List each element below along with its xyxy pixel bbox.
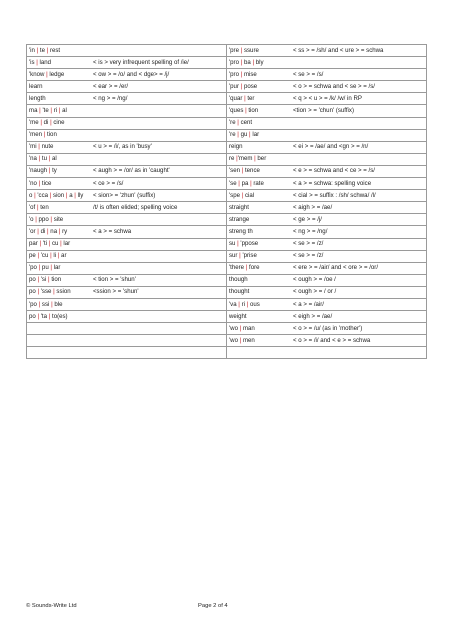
left-cell bbox=[27, 141, 227, 153]
word-syllables: 'po | ssi | ble bbox=[29, 300, 63, 308]
table-row bbox=[27, 93, 427, 105]
syllable-divider: | bbox=[246, 300, 249, 308]
syllable-divider: | bbox=[34, 191, 36, 199]
left-cell bbox=[27, 226, 227, 238]
word-syllables: par | 'ti | cu | lar bbox=[29, 240, 71, 248]
right-cell bbox=[227, 153, 427, 165]
spelling-note: < ear > = /er/ bbox=[93, 82, 129, 90]
syllable-divider: | bbox=[46, 70, 48, 78]
right-cell bbox=[227, 141, 427, 153]
spelling-note: < u > = /i/, as in 'busy' bbox=[93, 143, 152, 151]
table-row bbox=[27, 311, 427, 323]
left-cell bbox=[27, 178, 227, 190]
word-syllables: 'in | te | rest bbox=[29, 46, 61, 54]
left-cell bbox=[27, 286, 227, 298]
syllable-divider: | bbox=[245, 264, 248, 272]
right-cell bbox=[227, 214, 427, 226]
syllable-divider: | bbox=[40, 119, 42, 127]
syllable-divider: | bbox=[38, 300, 41, 308]
left-cell bbox=[27, 69, 227, 81]
word-syllables: 'there | fore bbox=[229, 264, 260, 272]
syllable-divider: | bbox=[238, 179, 240, 187]
syllable-divider: | bbox=[50, 215, 52, 223]
table-row bbox=[27, 178, 427, 190]
word-syllables: 'me | di | cine bbox=[29, 119, 65, 127]
spelling-note: < ough > = /oe / bbox=[293, 276, 336, 284]
left-cell bbox=[27, 57, 227, 69]
syllable-divider: | bbox=[58, 227, 61, 235]
syllable-divider: | bbox=[39, 240, 42, 248]
syllable-divider: | bbox=[39, 107, 41, 115]
table-row bbox=[27, 129, 427, 141]
syllable-divider: | bbox=[239, 324, 242, 332]
word-syllables: learn bbox=[29, 82, 43, 90]
word-syllables: reign bbox=[229, 143, 243, 151]
right-cell bbox=[227, 190, 427, 202]
spelling-note: < ng > = /ng/ bbox=[93, 94, 128, 102]
syllable-divider: | bbox=[48, 276, 50, 284]
syllable-divider: | bbox=[38, 155, 41, 163]
word-syllables: 'pur | pose bbox=[229, 82, 258, 90]
left-cell bbox=[27, 298, 227, 310]
right-cell bbox=[227, 323, 427, 335]
spelling-note: < ss > = /sh/ and < ure > = schwa bbox=[293, 46, 384, 54]
syllable-divider: | bbox=[37, 227, 39, 235]
word-syllables: 're | cent bbox=[229, 119, 253, 127]
spelling-note: < ere > = /air/ and < ore > = /or/ bbox=[293, 264, 379, 272]
table-row bbox=[27, 81, 427, 93]
right-cell bbox=[227, 57, 427, 69]
table-row bbox=[27, 57, 427, 69]
left-cell bbox=[27, 153, 227, 165]
spelling-note: < ge > = /j/ bbox=[293, 215, 322, 223]
word-syllables: 'wo | man bbox=[229, 324, 255, 332]
spelling-note: < ce > = /s/ bbox=[93, 179, 124, 187]
word-syllables: straight bbox=[229, 203, 249, 211]
syllable-divider: | bbox=[37, 288, 40, 296]
word-syllables: 'know | ledge bbox=[29, 70, 65, 78]
right-cell bbox=[227, 262, 427, 274]
syllable-divider: | bbox=[250, 179, 252, 187]
word-syllables: re |'mem | ber bbox=[229, 155, 267, 163]
syllable-divider: | bbox=[38, 143, 40, 151]
syllable-divider: | bbox=[50, 107, 52, 115]
right-cell bbox=[227, 286, 427, 298]
left-cell bbox=[27, 105, 227, 117]
word-syllables: 're | gu | lar bbox=[229, 131, 260, 139]
syllable-divider: | bbox=[48, 167, 51, 175]
word-syllables: pe | 'cu | li | ar bbox=[29, 252, 67, 260]
word-syllables: 'pro | ba | bly bbox=[229, 58, 264, 66]
table-row bbox=[27, 298, 427, 310]
syllable-divider: | bbox=[37, 312, 40, 320]
syllable-divider: | bbox=[238, 300, 240, 308]
word-syllables: 'no | tice bbox=[29, 179, 52, 187]
footer-copyright: © Sounds-Write Ltd bbox=[26, 603, 77, 609]
right-cell bbox=[227, 69, 427, 81]
right-cell bbox=[227, 335, 427, 347]
syllable-divider: | bbox=[244, 94, 246, 102]
word-syllables: length bbox=[29, 94, 46, 102]
syllable-divider: | bbox=[38, 179, 41, 187]
word-syllables: 'or | di | na | ry bbox=[29, 227, 68, 235]
word-syllables: 'quar | ter bbox=[229, 94, 255, 102]
syllable-divider: | bbox=[249, 131, 251, 139]
syllable-divider: | bbox=[74, 191, 76, 199]
spelling-note: < a > = schwa: spelling voice bbox=[293, 179, 372, 187]
spelling-note: < a > = /air/ bbox=[293, 300, 324, 308]
syllable-divider: | bbox=[240, 46, 243, 54]
syllable-divider: | bbox=[65, 191, 68, 199]
word-table-body bbox=[27, 45, 427, 359]
word-syllables: 'of | ten bbox=[29, 203, 49, 211]
right-cell bbox=[227, 274, 427, 286]
right-cell bbox=[227, 226, 427, 238]
syllable-divider: | bbox=[241, 191, 244, 199]
table-row bbox=[27, 202, 427, 214]
word-syllables: 'is | land bbox=[29, 58, 52, 66]
syllable-divider: | bbox=[48, 312, 51, 320]
right-cell bbox=[227, 129, 427, 141]
syllable-divider: | bbox=[58, 107, 61, 115]
syllable-divider: | bbox=[48, 240, 51, 248]
syllable-divider: | bbox=[50, 264, 52, 272]
spelling-note: < ough > = / or / bbox=[293, 288, 337, 296]
table-row bbox=[27, 45, 427, 57]
spelling-note: < se > = /z/ bbox=[293, 240, 324, 248]
table-row bbox=[27, 286, 427, 298]
footer-page-number: Page 2 of 4 bbox=[198, 603, 228, 609]
syllable-divider: | bbox=[43, 131, 46, 139]
syllable-divider: | bbox=[240, 82, 243, 90]
word-syllables: strange bbox=[229, 215, 250, 223]
syllable-divider: | bbox=[38, 264, 41, 272]
syllable-divider: | bbox=[48, 155, 51, 163]
syllable-divider: | bbox=[254, 155, 256, 163]
left-cell bbox=[27, 214, 227, 226]
left-cell bbox=[27, 274, 227, 286]
syllable-divider: | bbox=[236, 155, 238, 163]
word-syllables: 'wo | men bbox=[229, 336, 255, 344]
left-cell bbox=[27, 250, 227, 262]
word-syllables: thought bbox=[229, 288, 250, 296]
syllable-divider: | bbox=[37, 252, 40, 260]
table-row bbox=[27, 250, 427, 262]
word-syllables: po | 'ta | to(es) bbox=[29, 312, 68, 320]
spelling-note: < o > = schwa and < se > = /s/ bbox=[293, 82, 375, 90]
spelling-note: < se > = /s/ bbox=[293, 70, 324, 78]
syllable-divider: | bbox=[46, 46, 49, 54]
table-row bbox=[27, 214, 427, 226]
left-cell bbox=[27, 45, 227, 57]
word-syllables: po | 'sse | ssion bbox=[29, 288, 71, 296]
spelling-note: < eigh > = /ae/ bbox=[293, 312, 333, 320]
word-syllables: 'pre | ssure bbox=[229, 46, 259, 54]
word-syllables: 'men | tion bbox=[29, 131, 57, 139]
syllable-divider: | bbox=[35, 215, 37, 223]
spelling-note: < is > very infrequent spelling of /ie/ bbox=[93, 58, 189, 66]
syllable-divider: | bbox=[53, 288, 55, 296]
table-row bbox=[27, 274, 427, 286]
right-cell bbox=[227, 202, 427, 214]
word-syllables: 'va | ri | ous bbox=[229, 300, 260, 308]
word-syllables: po | 'si | tion bbox=[29, 276, 62, 284]
spelling-note: < aigh > = /ae/ bbox=[293, 203, 333, 211]
table-row bbox=[27, 347, 427, 359]
right-cell bbox=[227, 93, 427, 105]
word-syllables: weight bbox=[229, 312, 247, 320]
word-syllables: 'o | ppo | site bbox=[29, 215, 64, 223]
left-cell bbox=[27, 129, 227, 141]
spelling-note: < q > < u > = /k/ /w/ in RP bbox=[293, 94, 362, 102]
left-cell bbox=[27, 238, 227, 250]
table-row bbox=[27, 262, 427, 274]
right-cell bbox=[227, 347, 427, 359]
word-table bbox=[26, 44, 427, 359]
spelling-note: < sion> = 'zhun' (suffix) bbox=[93, 191, 156, 199]
syllable-divider: | bbox=[237, 240, 239, 248]
right-cell bbox=[227, 165, 427, 177]
word-syllables: 'na | tu | al bbox=[29, 155, 57, 163]
left-cell bbox=[27, 81, 227, 93]
table-row bbox=[27, 190, 427, 202]
table-row bbox=[27, 69, 427, 81]
right-cell bbox=[227, 105, 427, 117]
left-cell bbox=[27, 335, 227, 347]
syllable-divider: | bbox=[60, 240, 62, 248]
word-syllables: 'pro | mise bbox=[229, 70, 257, 78]
left-cell bbox=[27, 93, 227, 105]
syllable-divider: | bbox=[245, 107, 247, 115]
word-syllables: o | 'cca | sion | a | lly bbox=[29, 191, 84, 199]
left-cell bbox=[27, 202, 227, 214]
syllable-divider: | bbox=[237, 119, 239, 127]
syllable-divider: | bbox=[36, 58, 38, 66]
left-cell bbox=[27, 347, 227, 359]
spelling-note: /t/ is often elided; spelling voice bbox=[93, 203, 178, 211]
left-cell bbox=[27, 165, 227, 177]
spelling-note: < ei > = /ae/ and <gn > = /n/ bbox=[293, 143, 369, 151]
word-syllables: 'po | pu | lar bbox=[29, 264, 61, 272]
syllable-divider: | bbox=[252, 58, 255, 66]
word-syllables: ma | 'te | ri | al bbox=[29, 107, 67, 115]
word-syllables: 'spe | cial bbox=[229, 191, 255, 199]
syllable-divider: | bbox=[50, 252, 52, 260]
table-row bbox=[27, 238, 427, 250]
left-cell bbox=[27, 190, 227, 202]
right-cell bbox=[227, 117, 427, 129]
syllable-divider: | bbox=[49, 191, 52, 199]
word-syllables: though bbox=[229, 276, 248, 284]
syllable-divider: | bbox=[47, 227, 49, 235]
left-cell bbox=[27, 323, 227, 335]
syllable-divider: | bbox=[239, 252, 241, 260]
syllable-divider: | bbox=[241, 167, 244, 175]
word-syllables: sur | 'prise bbox=[229, 252, 257, 260]
right-cell bbox=[227, 45, 427, 57]
right-cell bbox=[227, 311, 427, 323]
word-syllables: streng th bbox=[229, 227, 253, 235]
right-cell bbox=[227, 298, 427, 310]
table-row bbox=[27, 117, 427, 129]
left-cell bbox=[27, 262, 227, 274]
spelling-note: < e > = schwa and < ce > = /s/ bbox=[293, 167, 375, 175]
syllable-divider: | bbox=[240, 58, 243, 66]
table-row bbox=[27, 105, 427, 117]
syllable-divider: | bbox=[37, 276, 40, 284]
syllable-divider: | bbox=[51, 300, 53, 308]
word-syllables: 'ques | tion bbox=[229, 107, 259, 115]
spelling-note: < se > = /z/ bbox=[293, 252, 324, 260]
syllable-divider: | bbox=[36, 46, 39, 54]
spelling-note: <tion > = 'chun' (suffix) bbox=[293, 107, 354, 115]
right-cell bbox=[227, 178, 427, 190]
right-cell bbox=[227, 81, 427, 93]
word-syllables: 'se | pa | rate bbox=[229, 179, 264, 187]
spelling-note: < tion > = 'shun' bbox=[93, 276, 136, 284]
spelling-note: < a > = schwa bbox=[93, 227, 132, 235]
spelling-note: < augh > = /or/ as in 'caught' bbox=[93, 167, 170, 175]
spelling-note: < ow > = /o/ and < dge> = /j/ bbox=[93, 70, 170, 78]
syllable-divider: | bbox=[36, 203, 39, 211]
table-row bbox=[27, 153, 427, 165]
spelling-note: < cial > = suffix : /sh/ schwa/ /l/ bbox=[293, 191, 376, 199]
syllable-divider: | bbox=[57, 252, 60, 260]
left-cell bbox=[27, 117, 227, 129]
syllable-divider: | bbox=[237, 131, 239, 139]
table-row bbox=[27, 323, 427, 335]
word-syllables: 'mi | nute bbox=[29, 143, 54, 151]
spelling-note: < o > = /u/ (as in 'mother') bbox=[293, 324, 363, 332]
right-cell bbox=[227, 250, 427, 262]
word-syllables: 'sen | tence bbox=[229, 167, 260, 175]
table-row bbox=[27, 141, 427, 153]
syllable-divider: | bbox=[239, 336, 242, 344]
word-syllables: su | 'ppose bbox=[229, 240, 259, 248]
word-syllables: 'naugh | ty bbox=[29, 167, 57, 175]
spelling-note: < ng > = /ng/ bbox=[293, 227, 328, 235]
spelling-note: < o > = /i/ and < e > = schwa bbox=[293, 336, 371, 344]
spelling-note: <ssion > = 'shun' bbox=[93, 288, 139, 296]
table-row bbox=[27, 226, 427, 238]
syllable-divider: | bbox=[50, 119, 52, 127]
syllable-divider: | bbox=[240, 70, 243, 78]
left-cell bbox=[27, 311, 227, 323]
table-row bbox=[27, 335, 427, 347]
table-row bbox=[27, 165, 427, 177]
right-cell bbox=[227, 238, 427, 250]
